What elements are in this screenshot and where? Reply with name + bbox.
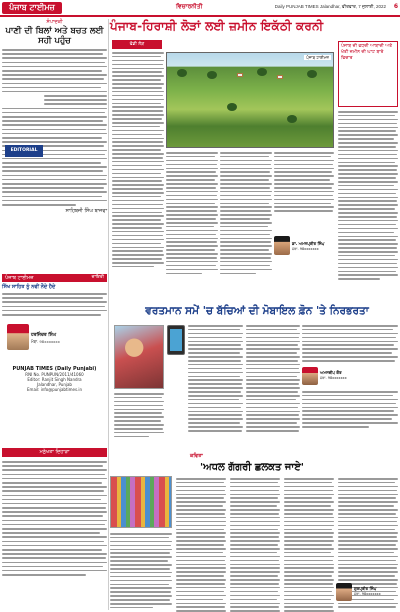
imprint-line: Editor: Ranjit Singh Nandra [27,377,82,382]
imprint [2,366,107,392]
column-divider [108,19,109,610]
third-author [336,583,398,601]
second-body-col-3 [246,325,300,434]
books-photo [110,476,172,528]
lead-strip: ਵੱਡੀ ਲੋੜ [112,40,162,49]
imprint-line: RNI No. PUNPUN/2011/41060 [25,372,84,377]
tree-shape [227,103,237,111]
section-label: ਵਿਚਾਰਨੀਤੀ [176,3,203,10]
side-feature-body [2,293,107,318]
side-feature-tag: ਦਾਇਰੀ [91,275,104,280]
tree-shape [307,70,317,78]
tree-shape [287,115,297,123]
dateline: Daily PUNJAB TIMES Jalandhar, ਵੀਰਵਾਰ, 7 ਜੁਲਾਈ, 2022 [274,4,386,9]
side-feature-headline: ਸਿੱਖ ਸਾਹਿਤ ਨੂੰ ਨਵੀਂ ਨੌਦੇ ਹੈਦੇ [2,284,56,290]
tree-shape [177,69,187,77]
second-headline: ਵਰਤਮਾਨ ਸਮੇਂ 'ਚ ਬੱਚਿਆਂ ਦੀ ਮੋਬਾਇਲ ਫ਼ੋਨ 'ਤੇ ਨਿਰਭਰਤਾ [145,305,369,317]
third-body-col-3 [230,478,280,612]
side-feature-person-meta: ਮੋਬਾ. 98xxxxxxx [31,339,60,344]
tree-shape [207,71,217,79]
page-number: 6 [393,3,398,10]
third-body-col-2 [176,478,226,612]
masthead: ਪੰਜਾਬ ਟਾਈਮਜ਼ [2,2,62,14]
second-body-col-4 [302,325,398,364]
third-headline: 'ਅਧਲ ਗੱਗਰੀ ਛਲਕਤ ਜਾਏ' [200,462,304,473]
second-body-col-2 [188,325,243,434]
child-photo [114,325,164,389]
side-feature-person-name: ਹਰਜਿੰਦਰ ਸਿੰਘ [31,333,57,338]
bottom-left-banner: ਮਨੁੱਖਤਾ ਦਿਹਾੜਾ [2,448,107,457]
third-body-col-4 [284,478,334,612]
lead-body-col-4 [274,152,334,214]
editorial-signoff: ਸਾਹਿਬਜੀ ਸਿੰਘ ਬਾਜਵਾ [65,208,107,215]
side-feature-portrait [7,324,29,350]
author-photo [302,367,318,385]
editorial-kicker: ਸੰਪਾਦਕੀ [46,19,63,25]
side-feature-banner [2,274,107,282]
author-photo [274,236,290,255]
editorial-body [2,49,107,206]
pull-quote: ਪੰਜਾਬ ਦੀ ਵਧਦੀ ਆਬਾਦੀ ਅਤੇ ਖੇਤੀ ਜ਼ਮੀਨ ਦੀ ਘਾਟ ਬਾਰੇ ਵਿਚਾਰ [338,41,398,107]
author-photo [336,583,352,601]
third-story-tag: ਕਵਿਤਾ [190,453,203,459]
farmland-photo [166,52,334,148]
left-column [2,19,107,610]
third-body-col-1 [110,533,172,611]
editorial-badge: EDITORIAL [5,145,43,157]
photo-credit: ਪੰਜਾਬ ਟਾਈਮਜ਼ [306,55,329,60]
third-author-name: ਗੁਰਪ੍ਰੀਤ ਸਿੰਘ [354,586,377,591]
mobile-phone-icon [167,325,185,355]
second-author-name: ਅਮਨਦੀਪ ਕੌਰ [320,370,342,375]
lead-body-col-1 [112,52,164,270]
second-author-meta: ਮੋਬਾ. 98xxxxxxx [320,376,347,380]
second-body-col-5 [302,391,398,430]
tree-shape [257,68,267,76]
house-shape [237,73,243,77]
page-header [0,0,400,17]
lead-body-col-3 [220,152,272,277]
second-body-col-1 [114,393,164,440]
lead-body-col-5 [338,111,398,282]
house-shape [277,75,283,79]
editorial-headline: ਪਾਣੀ ਦੀ ਬਿਲਾਂ ਅਤੇ ਬਚਤ ਲਈ ਸਹੀ ਪਹੁੰਚ [5,26,104,46]
bottom-left-body [2,461,107,578]
lead-headline: ਪੰਜਾਬ-ਹਿਰਾਸ਼ੀ ਲੋੜਾਂ ਲਈ ਜ਼ਮੀਨ ਇਕੱਠੀ ਕਰਨੀ [110,19,324,33]
imprint-line: Jalandhar, Punjab [37,382,72,387]
third-author-meta: ਮੋਬਾ. 98xxxxxxx [354,592,381,596]
imprint-line: Email: info@punjabtimes.in [27,387,82,392]
main-stories [110,19,398,610]
second-author [302,367,398,385]
lead-body-col-2 [166,152,218,277]
lead-author-meta: ਮੋਬਾ. 98xxxxxxx [292,247,319,251]
lead-author [274,236,334,259]
lead-author-name: ਡਾ. ਅਮਨਪ੍ਰੀਤ ਸਿੰਘ [292,241,325,246]
imprint-title: PUNJAB TIMES (Daily Punjabi) [12,366,97,372]
side-feature-banner-label: ਪੰਜਾਬ ਟਾਈਮਜ਼ [5,275,34,281]
